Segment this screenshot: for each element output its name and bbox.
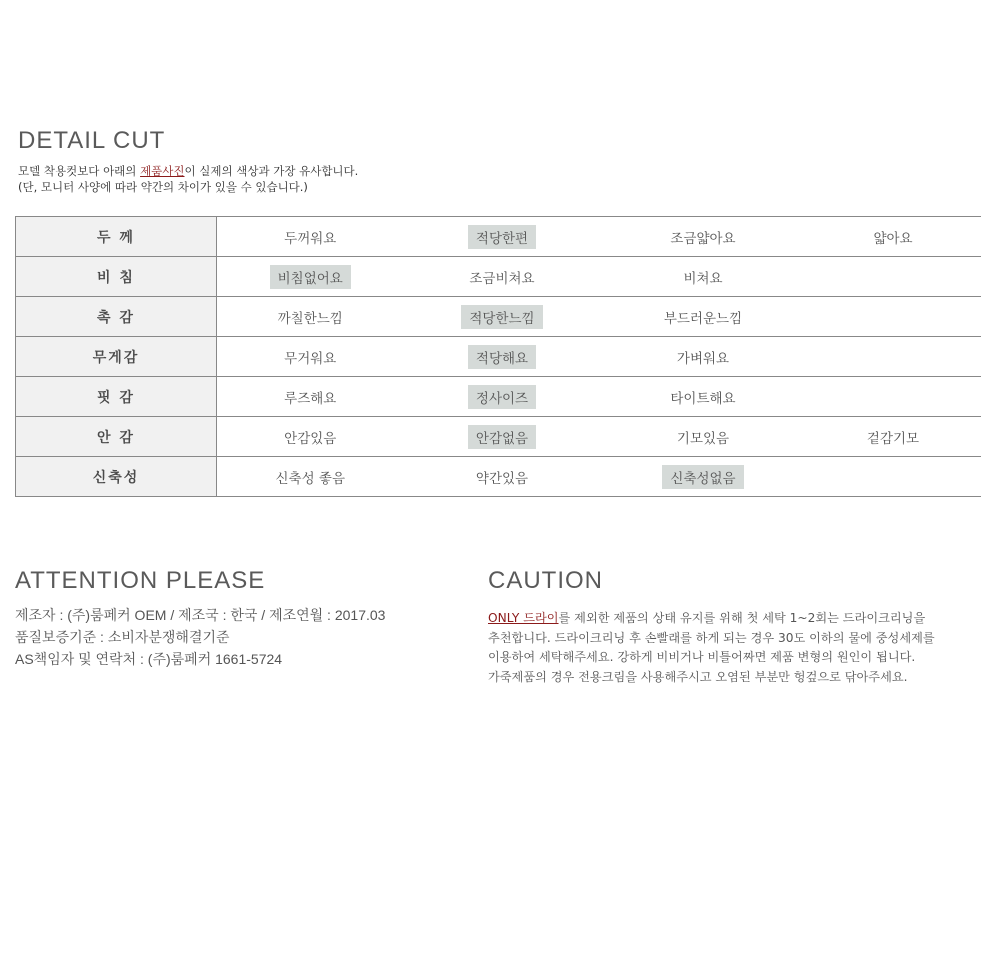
detail-option-cell: [404, 337, 601, 377]
detail-option-cell: [806, 377, 981, 417]
detail-option-cell: [217, 297, 404, 337]
detail-row: [16, 257, 981, 297]
detail-row: [16, 297, 981, 337]
intro-prefix: 모델 착용컷보다 아래의: [18, 164, 141, 178]
detail-row-label: 비 침: [16, 257, 217, 297]
detail-option: 타이트해요: [670, 390, 736, 407]
detail-option-selected: 적당한편: [468, 225, 536, 249]
detail-option: 무거워요: [284, 350, 337, 367]
detail-option-cell: [806, 417, 981, 457]
intro-highlight: 제품사진: [140, 164, 185, 178]
caution-line-2: 추천합니다. 드라이크리닝 후 손빨래를 하게 되는 경우 30도 이하의 물에 중성세제를: [488, 630, 935, 645]
intro-suffix: 이 실제의 색상과 가장 유사합니다.: [184, 164, 359, 178]
detail-option-cell: [806, 297, 981, 337]
manufacturer-line: 제조자 : (주)룸페커 OEM / 제조국 : 한국 / 제조연월 : 2017.03: [15, 607, 386, 623]
caution-line-1-rest: 를 제외한 제품의 상태 유지를 위해 첫 세탁 1~2회는 드라이크리닝을: [558, 611, 926, 625]
detail-row: [16, 217, 981, 257]
caution-text: [488, 609, 988, 687]
detail-option-cell: [601, 217, 806, 257]
detail-option: 안감있음: [284, 430, 337, 447]
detail-option-cell: [404, 297, 601, 337]
detail-option-cell: [217, 377, 404, 417]
detail-option: 신축성 좋음: [275, 470, 345, 487]
detail-option-selected: 신축성없음: [662, 465, 743, 489]
detail-option-selected: 안감없음: [468, 425, 536, 449]
attention-title: ATTENTION PLEASE: [15, 567, 266, 594]
caution-line-1: [488, 609, 988, 629]
detail-option-cell: [404, 417, 601, 457]
detail-row: [16, 377, 981, 417]
detail-row-label: 신축성: [16, 457, 217, 497]
detail-option-cell: [806, 337, 981, 377]
detail-row-label: 핏 감: [16, 377, 217, 417]
detail-row-label: 안 감: [16, 417, 217, 457]
detail-option-cell: [217, 457, 404, 497]
detail-row-label: 두 께: [16, 217, 217, 257]
detail-option-selected: 적당해요: [468, 345, 536, 369]
detail-option: 약간있음: [475, 470, 529, 487]
caution-highlight: ONLY 드라이: [488, 611, 559, 625]
detail-option-cell: [601, 457, 806, 497]
detail-option-cell: [601, 337, 806, 377]
detail-option: 두꺼워요: [284, 230, 337, 247]
detail-option-cell: [404, 377, 601, 417]
detail-option: 얇아요: [873, 230, 913, 247]
detail-option-cell: [806, 217, 981, 257]
detail-option-cell: [601, 257, 806, 297]
intro-note: (단, 모니터 사양에 따라 약간의 차이가 있을 수 있습니다.): [18, 180, 308, 194]
detail-option: 조금비쳐요: [469, 270, 535, 287]
detail-table: [15, 216, 981, 497]
detail-row-label: 촉 감: [16, 297, 217, 337]
detail-option: 기모있음: [676, 430, 730, 447]
detail-option-cell: [404, 257, 601, 297]
quality-line: 품질보증기준 : 소비자분쟁해결기준: [15, 629, 230, 645]
detail-option-cell: [217, 217, 404, 257]
detail-option-cell: [217, 337, 404, 377]
detail-option: 조금얇아요: [670, 230, 736, 247]
detail-row: [16, 417, 981, 457]
detail-option-cell: [601, 297, 806, 337]
as-contact-line: AS책임자 및 연락처 : (주)룸페커 1661-5724: [15, 651, 283, 667]
detail-option-cell: [601, 417, 806, 457]
attention-info: [15, 604, 385, 670]
detail-option-selected: 적당한느낌: [461, 305, 542, 329]
detail-option-cell: [217, 417, 404, 457]
detail-option: 겉감기모: [866, 430, 920, 447]
intro-line: [18, 163, 358, 179]
detail-intro: [18, 163, 358, 195]
detail-option-selected: 정사이즈: [468, 385, 536, 409]
detail-row: [16, 457, 981, 497]
detail-option-cell: [601, 377, 806, 417]
detail-option-cell: [404, 217, 601, 257]
caution-line-4: 가죽제품의 경우 전용크림을 사용해주시고 오염된 부분만 헝겊으로 닦아주세요.: [488, 669, 908, 684]
detail-option-cell: [404, 457, 601, 497]
caution-line-3: 이용하여 세탁해주세요. 강하게 비비거나 비틀어짜면 제품 변형의 원인이 됩니다.: [488, 650, 916, 664]
detail-option-cell: [806, 257, 981, 297]
detail-option-cell: [217, 257, 404, 297]
detail-option: 루즈해요: [284, 390, 337, 407]
detail-option-selected: 비침없어요: [270, 265, 351, 289]
detail-option: 까칠한느낌: [277, 310, 343, 327]
detail-cut-title: DETAIL CUT: [18, 127, 166, 154]
detail-option: 부드러운느낌: [663, 310, 743, 327]
detail-row-label: 무게감: [16, 337, 217, 377]
detail-option: 비쳐요: [683, 270, 723, 287]
detail-option-cell: [806, 457, 981, 497]
caution-title: CAUTION: [488, 567, 603, 594]
detail-option: 가벼워요: [676, 350, 730, 367]
detail-row: [16, 337, 981, 377]
